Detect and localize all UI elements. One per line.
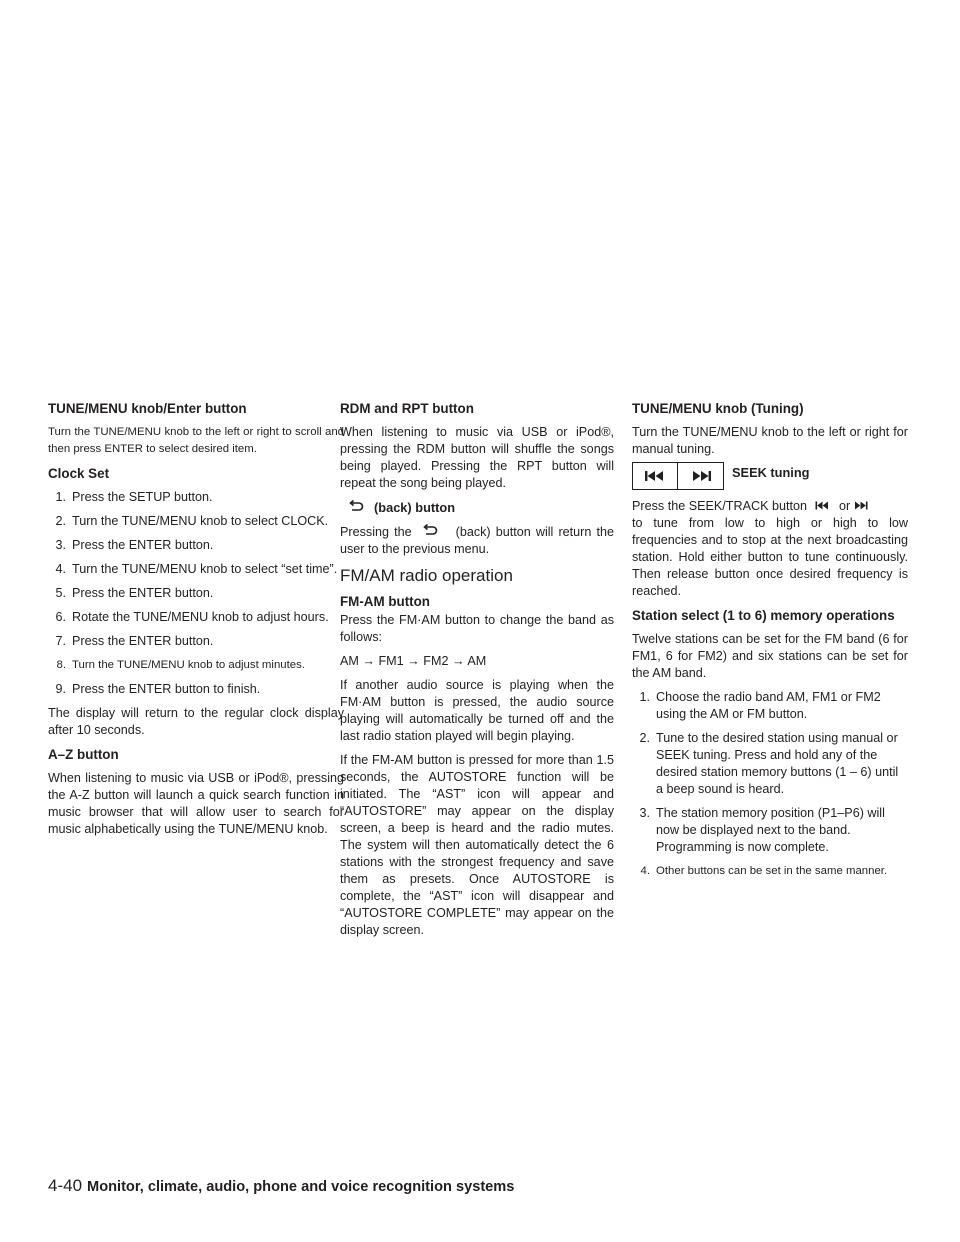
chapter-title: Monitor, climate, audio, phone and voice recognition systems bbox=[87, 1179, 515, 1195]
paragraph-tune-enter: Turn the TUNE/MENU knob to the left or right to scroll and then press ENTER to select desired item. bbox=[48, 426, 344, 455]
clock-step: 1. Press the SETUP button. bbox=[55, 490, 213, 504]
back-arrow-icon bbox=[348, 499, 364, 516]
paragraph-tuning: Turn the TUNE/MENU knob to the left or right for manual tuning. bbox=[632, 425, 908, 456]
heading-seek-tuning: SEEK tuning bbox=[732, 464, 810, 480]
station-steps bbox=[632, 689, 908, 880]
column-right bbox=[632, 400, 908, 887]
clock-step: 2. Turn the TUNE/MENU knob to select CLOCK. bbox=[55, 514, 329, 528]
seek-next-icon bbox=[678, 462, 724, 490]
clock-step: 5. Press the ENTER button. bbox=[55, 586, 214, 600]
heading-az-button: A–Z button bbox=[48, 747, 119, 762]
heading-back-button: (back) button bbox=[374, 500, 456, 515]
paragraph-back-button: Pressing the (back) button will return the user to the previous menu. bbox=[340, 525, 614, 557]
heading-clock-set: Clock Set bbox=[48, 466, 110, 481]
station-step: 3. The station memory position (P1–P6) will now be displayed next to the band. Programming is now complete. bbox=[639, 806, 885, 855]
station-step: 1. Choose the radio band AM, FM1 or FM2 using the AM or FM button. bbox=[639, 690, 881, 722]
column-middle bbox=[340, 400, 614, 946]
paragraph-autostore: If the FM-AM button is pressed for more than 1.5 seconds, the AUTOSTORE function will be initiated. The “AST” icon will appear and “AUTOSTORE” may appear on the display screen, a beep is heard and the radio mutes. The system will then automatically detect the 6 stations with the strongest frequency and save them as presets. Once AUTOSTORE is complete, the “AST” icon will disappear and “AUTOSTORE COMPLETE” may appear on the display screen. bbox=[340, 753, 614, 938]
back-arrow-icon bbox=[422, 524, 438, 541]
paragraph-other-source: If another audio source is playing when the FM·AM button is pressed, the audio source playing will automatically be turned off and the last radio station played will begin playing. bbox=[340, 678, 614, 744]
clock-step: 7. Press the ENTER button. bbox=[55, 634, 214, 648]
clock-step: 9. Press the ENTER button to finish. bbox=[55, 682, 261, 696]
seek-next-icon bbox=[854, 498, 868, 515]
paragraph-rdm-rpt: When listening to music via USB or iPod®, pressing the RDM button will shuffle the songs being played. Pressing the RPT button will repeat the song being played. bbox=[340, 425, 614, 490]
band-cycle: AM → FM1 → FM2 → AM bbox=[340, 654, 487, 669]
back-button-heading bbox=[340, 499, 614, 516]
heading-rdm-rpt: RDM and RPT button bbox=[340, 401, 474, 416]
heading-tuning: TUNE/MENU knob (Tuning) bbox=[632, 401, 804, 416]
paragraph-clock-return: The display will return to the regular clock display after 10 seconds. bbox=[48, 706, 344, 737]
paragraph-station-select: Twelve stations can be set for the FM band (6 for FM1, 6 for FM2) and six stations can be set for the AM band. bbox=[632, 632, 908, 681]
heading-station-select: Station select (1 to 6) memory operations bbox=[632, 608, 895, 624]
page-number: 4-40 bbox=[48, 1176, 83, 1195]
station-step: 4. Other buttons can be set in the same manner. bbox=[640, 865, 888, 878]
heading-fm-am-button: FM-AM button bbox=[340, 594, 430, 610]
seek-buttons-figure bbox=[632, 462, 908, 490]
clock-step: 4. Turn the TUNE/MENU knob to select “set time”. bbox=[55, 562, 338, 576]
seek-previous-icon bbox=[815, 498, 829, 515]
station-step: 2. Tune to the desired station using manual or SEEK tuning. Press and hold any of the desired station memory buttons (1 – 6) until a beep sound is heard. bbox=[639, 731, 899, 797]
seek-previous-icon bbox=[632, 462, 678, 490]
heading-tune-enter: TUNE/MENU knob/Enter button bbox=[48, 401, 247, 416]
paragraph-seek: Press the SEEK/TRACK button or to tune from low to high or high to low frequencies and to stop at the next broadcasting station. Hold either button to tune continuously. Then release button once desired frequency is reached. bbox=[632, 499, 908, 599]
paragraph-fm-am-button: Press the FM·AM button to change the band as follows: bbox=[340, 613, 614, 645]
clock-step: 6. Rotate the TUNE/MENU knob to adjust hours. bbox=[55, 610, 329, 624]
section-title-fm-am: FM/AM radio operation bbox=[340, 566, 513, 586]
column-left bbox=[48, 400, 344, 845]
clock-step: 3. Press the ENTER button. bbox=[55, 538, 214, 552]
page-footer bbox=[48, 1176, 514, 1196]
clock-set-steps bbox=[48, 489, 344, 698]
paragraph-az-button: When listening to music via USB or iPod®, pressing the A-Z button will launch a quick search function in music browser that will allow user to search for music alphabetically using the TUNE/MENU knob. bbox=[48, 771, 344, 836]
clock-step: 8. Turn the TUNE/MENU knob to adjust minutes. bbox=[56, 659, 305, 671]
